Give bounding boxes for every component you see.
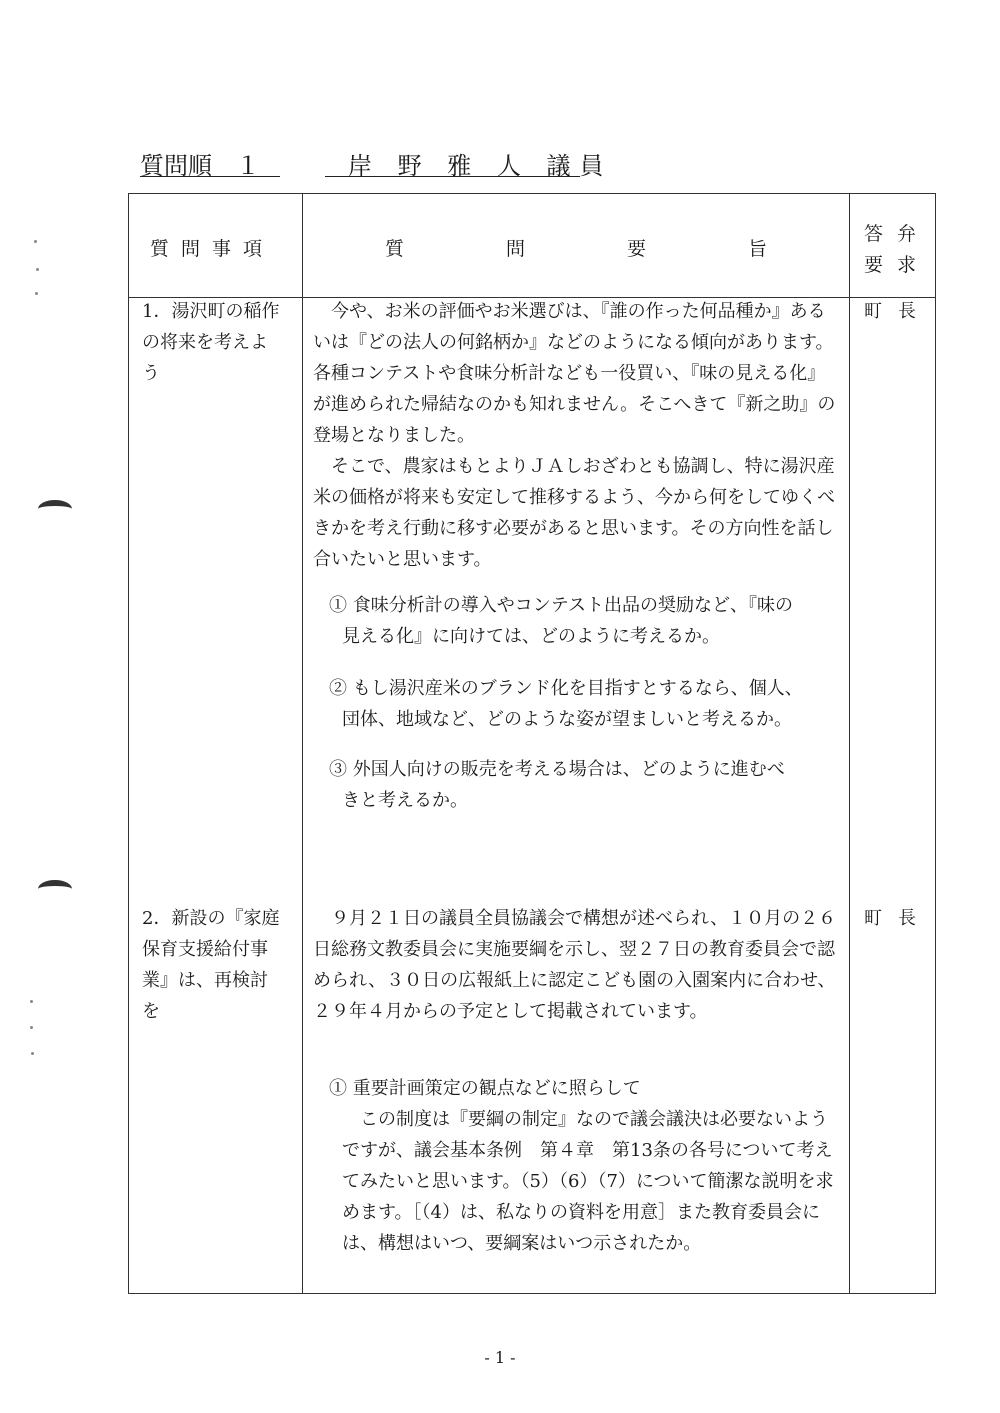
question-item-line: の将来を考えよ (142, 332, 268, 353)
column-header-gist-char: 旨 (748, 238, 768, 260)
sub-question-1-2 (329, 673, 844, 735)
question-order-label: 質問順 １ (140, 152, 260, 180)
member-name: 岸 野 雅 人 議員 (348, 152, 613, 180)
sub-question-continuation: この制度は『要綱の制定』なので議会議決は必要ないようですが、議会基本条例 第４章 第13条の各号について考えてみたいと思います。（5）（6）（7）について簡潔な説明を求めます。［（4）は、私なりの資料を用意］また教育委員会には、構想はいつ、要綱案はいつ示されたか。 (342, 1109, 834, 1254)
scan-speck (34, 240, 37, 243)
column-header-item: 質問事項 (150, 238, 275, 260)
table-column-divider (849, 193, 850, 1294)
punch-hole-mark (38, 880, 72, 898)
question-item-line: 業』は、再検討 (142, 970, 268, 991)
question-item-2 (142, 903, 302, 1027)
table-column-divider (302, 193, 303, 1294)
order-underline (140, 176, 280, 177)
scan-speck (31, 1052, 34, 1055)
gist-paragraph: そこで、農家はもとよりＪＡしおざわとも協調し、特に湯沢産米の価格が将来も安定して推移するよう、今から何をしてゆくべきかを考え行動に移す必要があると思います。その方向性を話し合いたいと思います。 (313, 456, 835, 570)
gist-paragraph: 今や、お米の評価やお米選びは、『誰の作った何品種か』あるいは『どの法人の何銘柄か』などのようになる傾向があります。各種コンテストや食味分析計なども一役買い、『味の見える化』が進められた帰結なのかも知れません。そこへきて『新之助』の登場となりました。 (313, 301, 836, 446)
sub-question-continuation: 見える化』に向けては、どのように考えるか。 (342, 626, 720, 647)
sub-question-continuation: 団体、地域など、どのような姿が望ましいと考えるか。 (342, 709, 792, 730)
member-underline (325, 176, 580, 177)
scan-speck (35, 292, 38, 295)
question-item-line: 保育支援給付事 (142, 939, 268, 960)
scan-speck (30, 1000, 33, 1003)
sub-question-first-line: ① 重要計画策定の観点などに照らして (329, 1078, 641, 1099)
column-header-request: 要求 (864, 254, 931, 276)
sub-question-first-line: ③ 外国人向けの販売を考える場合は、どのように進むべ (329, 759, 785, 780)
gist-paragraph: ９月２１日の議員全員協議会で構想が述べられ、１０月の２６日総務文教委員会に実施要綱を示し、翌２７日の教育委員会で認められ、３０日の広報紙上に認定こども園の入園案内に合わせ、２９年４月からの予定として掲載されています。 (313, 908, 837, 1022)
column-header-gist-char: 質 (385, 238, 405, 260)
sub-question-1-1 (329, 590, 844, 652)
request-target-2: 町長 (864, 908, 932, 929)
question-item-line: う (142, 363, 160, 384)
question-item-1 (142, 296, 302, 389)
scan-speck (36, 268, 39, 271)
sub-question-2-1 (329, 1073, 844, 1259)
question-item-line: を (142, 1001, 160, 1022)
question-item-line: 1．湯沢町の稲作 (142, 301, 280, 322)
question-gist-2 (313, 903, 843, 1027)
scan-speck (30, 1026, 33, 1029)
sub-question-continuation: きと考えるか。 (342, 790, 468, 811)
sub-question-first-line: ② もし湯沢産米のブランド化を目指すとするなら、個人、 (329, 678, 803, 699)
sub-question-1-3 (329, 754, 844, 816)
punch-hole-mark (38, 500, 72, 518)
page-number: - 1 - (484, 1348, 516, 1367)
column-header-gist-char: 問 (506, 238, 526, 260)
question-gist-1 (313, 296, 843, 575)
column-header-request: 答弁 (864, 223, 931, 245)
column-header-gist-char: 要 (627, 238, 647, 260)
request-target-1: 町長 (864, 301, 932, 322)
question-item-line: 2．新設の『家庭 (142, 908, 280, 929)
sub-question-first-line: ① 食味分析計の導入やコンテスト出品の奨励など、『味の (329, 595, 793, 616)
